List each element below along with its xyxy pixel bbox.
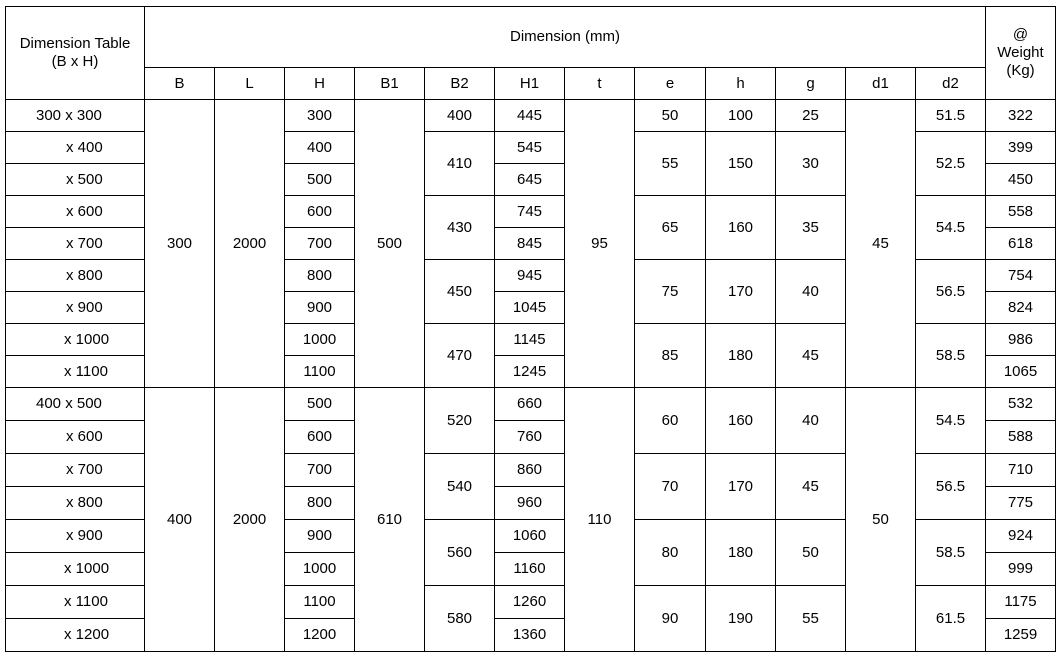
h-small-cell: 190: [706, 586, 776, 652]
l-cell: 2000: [215, 100, 285, 388]
h-small-cell: 180: [706, 324, 776, 388]
weight-cell: 532: [986, 388, 1056, 421]
column-header-B2: B2: [425, 68, 495, 100]
t-cell: 110: [565, 388, 635, 652]
g-cell: 55: [776, 586, 846, 652]
dimension-table-sheet: [5, 6, 1056, 652]
size-cell: x 800: [6, 487, 145, 520]
size-cell: x 1000: [6, 324, 145, 356]
d2-cell: 54.5: [916, 388, 986, 454]
e-cell: 65: [635, 196, 706, 260]
h1-cell: 1160: [495, 553, 565, 586]
column-header-B: B: [145, 68, 215, 100]
weight-cell: 999: [986, 553, 1056, 586]
weight-header: [986, 7, 1056, 100]
column-header-e: e: [635, 68, 706, 100]
h-cell: 600: [285, 196, 355, 228]
e-cell: 50: [635, 100, 706, 132]
l-cell: 2000: [215, 388, 285, 652]
size-cell: x 400: [6, 132, 145, 164]
d2-cell: 58.5: [916, 324, 986, 388]
size-cell: 400 x 500: [6, 388, 145, 421]
h-cell: 1000: [285, 553, 355, 586]
h-small-cell: 150: [706, 132, 776, 196]
weight-cell: 1175: [986, 586, 1056, 619]
g-cell: 45: [776, 324, 846, 388]
dimension-table-header: [6, 7, 145, 100]
size-cell: x 500: [6, 164, 145, 196]
size-cell: x 600: [6, 196, 145, 228]
d1-cell: 50: [846, 388, 916, 652]
size-cell: x 1100: [6, 356, 145, 388]
weight-label: Weight: [997, 44, 1044, 61]
e-cell: 60: [635, 388, 706, 454]
b2-cell: 450: [425, 260, 495, 324]
t-cell: 95: [565, 100, 635, 388]
g-cell: 25: [776, 100, 846, 132]
b2-cell: 580: [425, 586, 495, 652]
weight-cell: 824: [986, 292, 1056, 324]
dimension-table-label: Dimension Table: [19, 35, 131, 52]
h1-cell: 745: [495, 196, 565, 228]
h-cell: 700: [285, 228, 355, 260]
weight-cell: 588: [986, 421, 1056, 454]
weight-cell: 618: [986, 228, 1056, 260]
b2-cell: 520: [425, 388, 495, 454]
d1-cell: 45: [846, 100, 916, 388]
b1-cell: 500: [355, 100, 425, 388]
h-cell: 300: [285, 100, 355, 132]
g-cell: 40: [776, 260, 846, 324]
d2-cell: 54.5: [916, 196, 986, 260]
h1-cell: 660: [495, 388, 565, 421]
size-cell: x 1100: [6, 586, 145, 619]
h1-cell: 1145: [495, 324, 565, 356]
weight-cell: 322: [986, 100, 1056, 132]
d2-cell: 51.5: [916, 100, 986, 132]
dimension-table: [5, 6, 1056, 652]
b2-cell: 540: [425, 454, 495, 520]
h-cell: 400: [285, 132, 355, 164]
weight-at-label: @: [1012, 26, 1029, 43]
b-x-h-label: (B x H): [51, 53, 99, 70]
weight-cell: 1259: [986, 619, 1056, 652]
size-cell: x 1000: [6, 553, 145, 586]
d2-cell: 52.5: [916, 132, 986, 196]
g-cell: 50: [776, 520, 846, 586]
d2-cell: 56.5: [916, 454, 986, 520]
e-cell: 85: [635, 324, 706, 388]
h-small-cell: 180: [706, 520, 776, 586]
g-cell: 45: [776, 454, 846, 520]
b-cell: 300: [145, 100, 215, 388]
weight-cell: 986: [986, 324, 1056, 356]
column-header-d2: d2: [916, 68, 986, 100]
weight-cell: 754: [986, 260, 1056, 292]
b2-cell: 430: [425, 196, 495, 260]
h1-cell: 1260: [495, 586, 565, 619]
h-small-cell: 170: [706, 454, 776, 520]
h1-cell: 445: [495, 100, 565, 132]
e-cell: 70: [635, 454, 706, 520]
e-cell: 75: [635, 260, 706, 324]
column-header-g: g: [776, 68, 846, 100]
column-header-h: h: [706, 68, 776, 100]
column-header-H1: H1: [495, 68, 565, 100]
h1-cell: 760: [495, 421, 565, 454]
weight-cell: 775: [986, 487, 1056, 520]
b1-cell: 610: [355, 388, 425, 652]
weight-cell: 1065: [986, 356, 1056, 388]
h-small-cell: 160: [706, 388, 776, 454]
h-cell: 1200: [285, 619, 355, 652]
b2-cell: 400: [425, 100, 495, 132]
h-cell: 1100: [285, 356, 355, 388]
h1-cell: 645: [495, 164, 565, 196]
h-cell: 800: [285, 487, 355, 520]
dimension-mm-header: Dimension (mm): [145, 7, 986, 68]
h-cell: 900: [285, 292, 355, 324]
e-cell: 90: [635, 586, 706, 652]
h1-cell: 1245: [495, 356, 565, 388]
weight-cell: 558: [986, 196, 1056, 228]
h-small-cell: 170: [706, 260, 776, 324]
size-cell: x 900: [6, 520, 145, 553]
e-cell: 55: [635, 132, 706, 196]
weight-cell: 924: [986, 520, 1056, 553]
h-small-cell: 100: [706, 100, 776, 132]
h1-cell: 1360: [495, 619, 565, 652]
h1-cell: 1060: [495, 520, 565, 553]
b-cell: 400: [145, 388, 215, 652]
g-cell: 30: [776, 132, 846, 196]
b2-cell: 410: [425, 132, 495, 196]
h-small-cell: 160: [706, 196, 776, 260]
h1-cell: 960: [495, 487, 565, 520]
h-cell: 500: [285, 388, 355, 421]
size-cell: x 900: [6, 292, 145, 324]
g-cell: 35: [776, 196, 846, 260]
h1-cell: 545: [495, 132, 565, 164]
weight-cell: 710: [986, 454, 1056, 487]
h-cell: 600: [285, 421, 355, 454]
column-header-H: H: [285, 68, 355, 100]
d2-cell: 58.5: [916, 520, 986, 586]
g-cell: 40: [776, 388, 846, 454]
h1-cell: 845: [495, 228, 565, 260]
size-cell: x 800: [6, 260, 145, 292]
h-cell: 900: [285, 520, 355, 553]
column-header-d1: d1: [846, 68, 916, 100]
d2-cell: 61.5: [916, 586, 986, 652]
size-cell: x 700: [6, 454, 145, 487]
b2-cell: 560: [425, 520, 495, 586]
size-cell: x 700: [6, 228, 145, 260]
weight-cell: 450: [986, 164, 1056, 196]
weight-unit-label: (Kg): [1006, 62, 1035, 79]
h1-cell: 945: [495, 260, 565, 292]
h1-cell: 1045: [495, 292, 565, 324]
h-cell: 500: [285, 164, 355, 196]
h-cell: 1100: [285, 586, 355, 619]
e-cell: 80: [635, 520, 706, 586]
size-cell: x 600: [6, 421, 145, 454]
column-header-B1: B1: [355, 68, 425, 100]
b2-cell: 470: [425, 324, 495, 388]
d2-cell: 56.5: [916, 260, 986, 324]
column-header-L: L: [215, 68, 285, 100]
h-cell: 1000: [285, 324, 355, 356]
h1-cell: 860: [495, 454, 565, 487]
size-cell: x 1200: [6, 619, 145, 652]
h-cell: 800: [285, 260, 355, 292]
weight-cell: 399: [986, 132, 1056, 164]
h-cell: 700: [285, 454, 355, 487]
column-header-t: t: [565, 68, 635, 100]
size-cell: 300 x 300: [6, 100, 145, 132]
